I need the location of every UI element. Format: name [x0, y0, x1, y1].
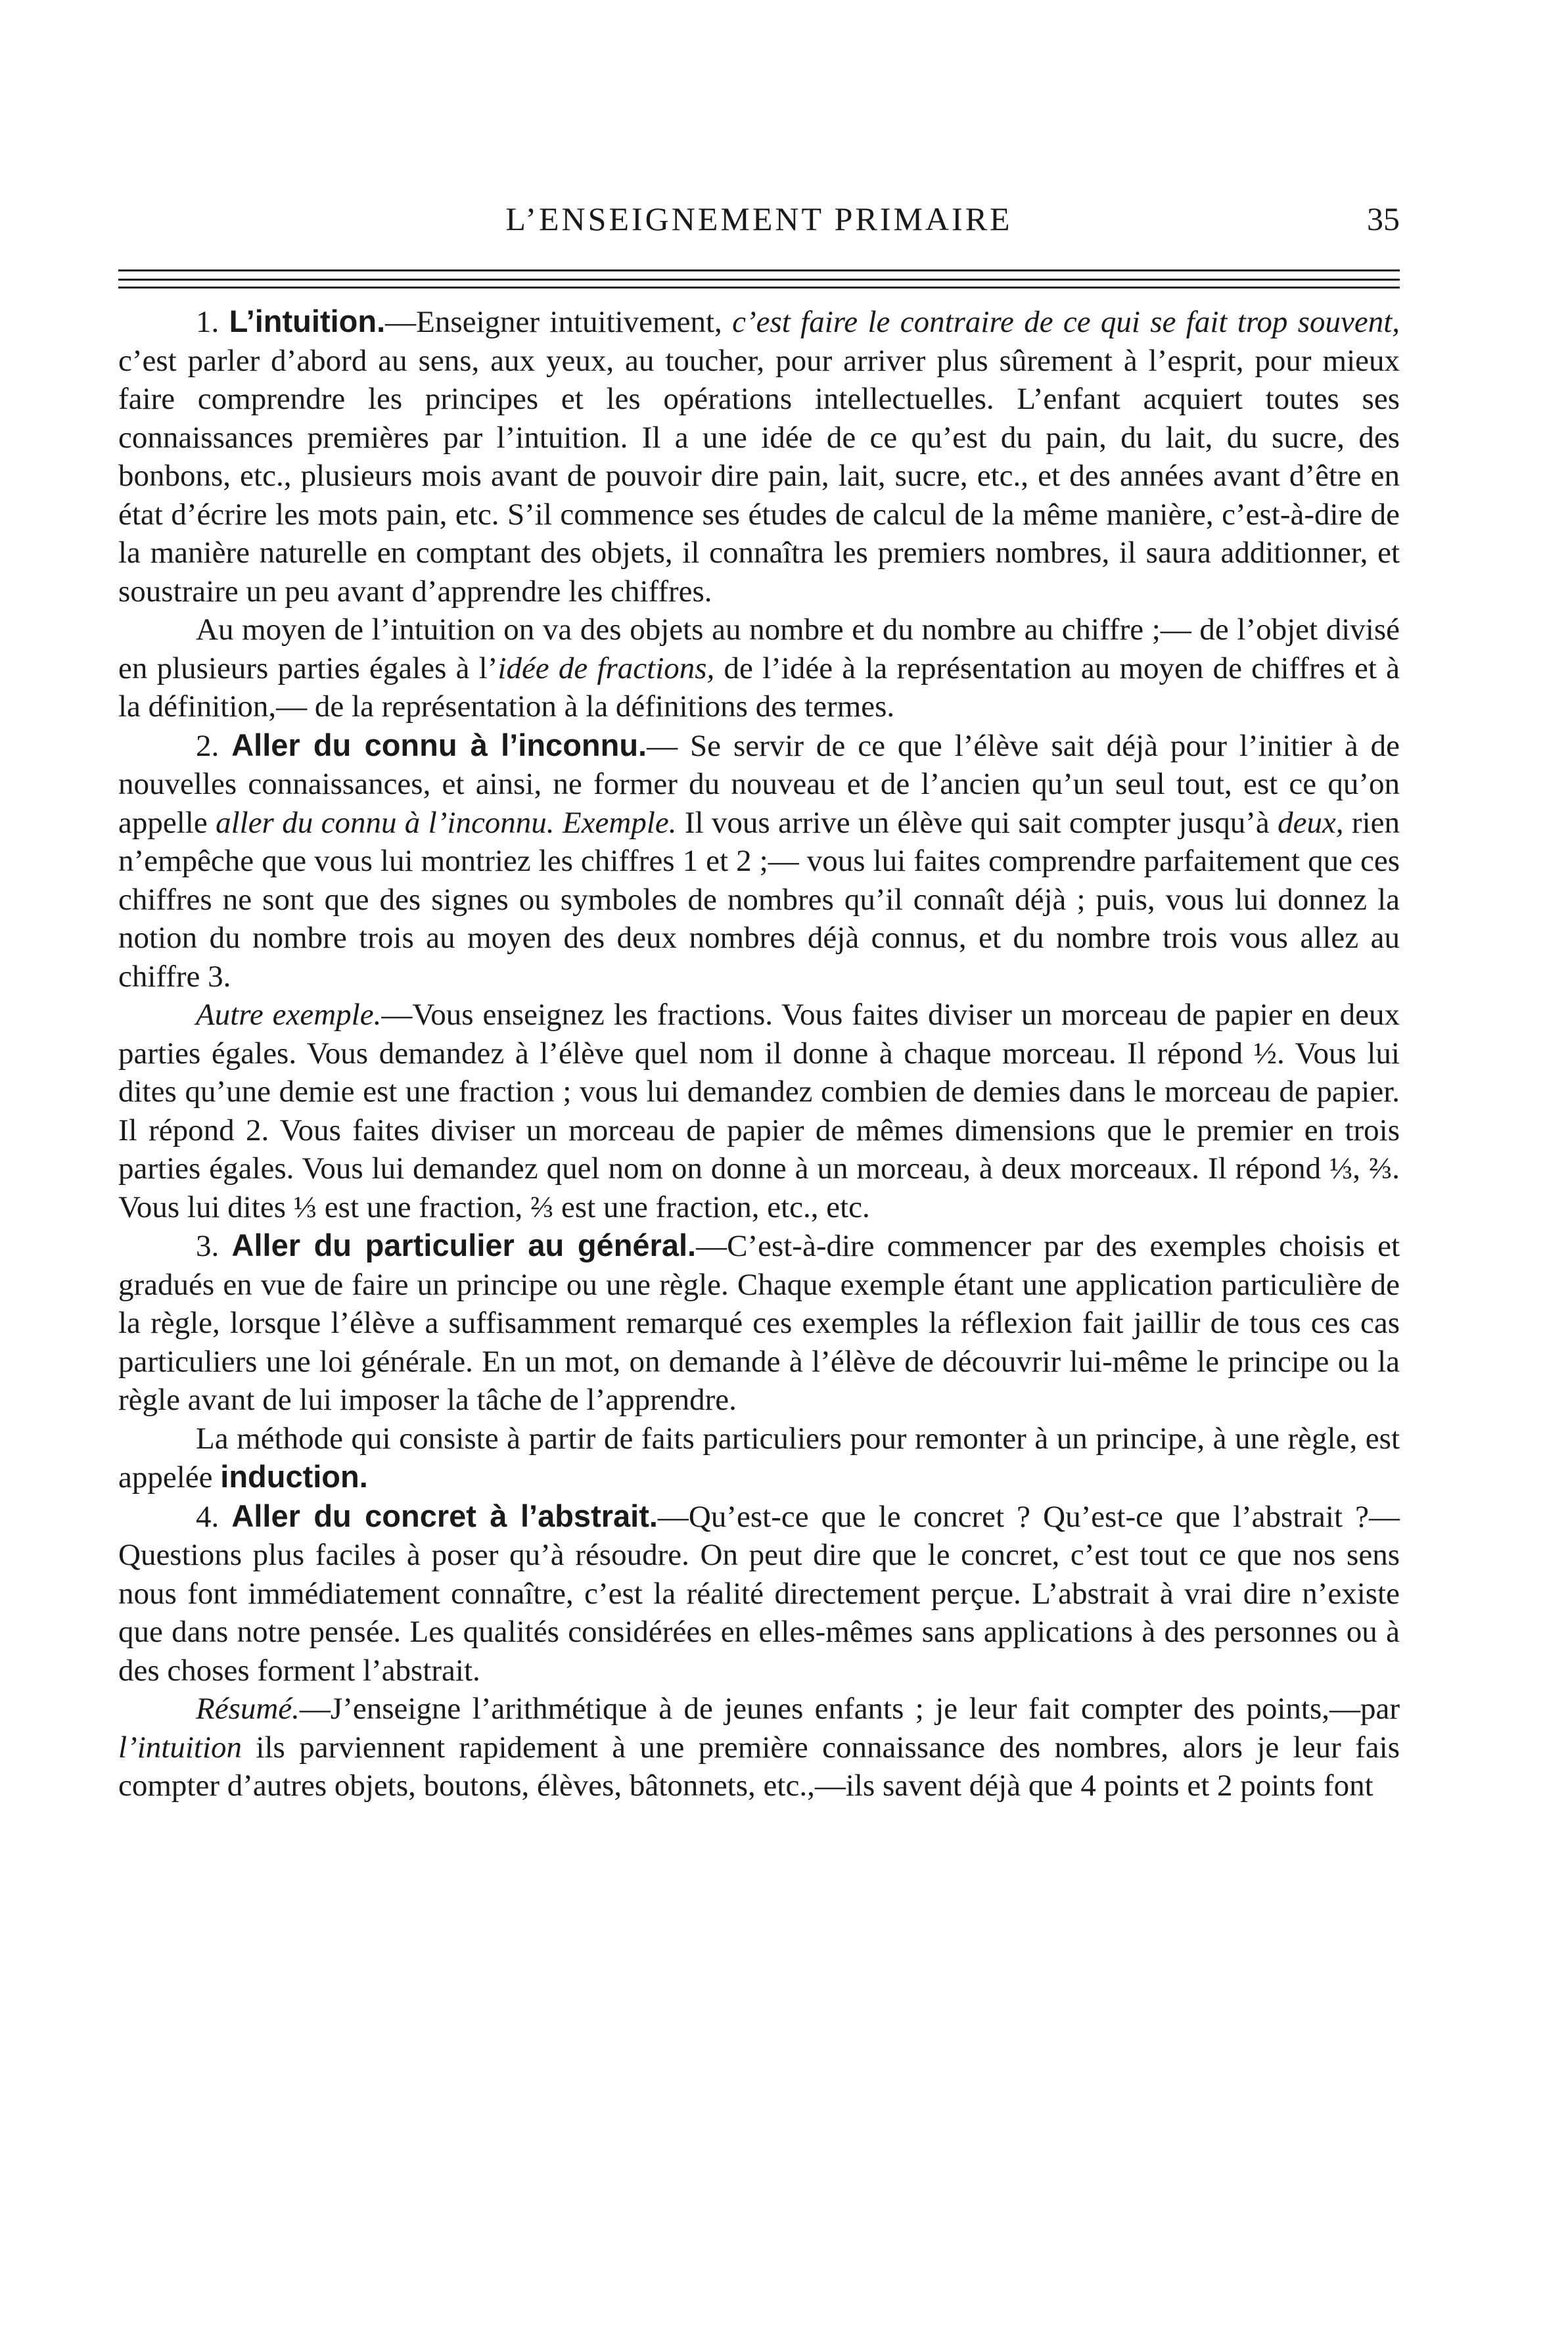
paragraph-connu-inconnu	[118, 726, 1400, 996]
paragraph-concret-abstrait	[118, 1497, 1400, 1690]
paragraph-text: rien n’empêche que vous lui montriez les chiffres 1 et 2 ;— vous lui faites comprendre parfaitement que ces chiffres ne sont que des signes ou symboles de nombres qu’il connaît déjà ; puis, vous lui donnez la notion du nombre trois au moyen des deux nombres déjà connus, et du nombre trois vous allez au chiffre 3.	[118, 805, 1400, 994]
page-number: 35	[1367, 200, 1400, 237]
paragraph-text: —J’enseigne l’arithmétique à de jeunes enfants ; je leur fait compter des points,—par	[299, 1692, 1400, 1726]
paragraph-intuition-continued	[118, 611, 1400, 726]
italic-text: Autre exemple.	[196, 998, 382, 1032]
italic-text: Résumé.	[196, 1692, 300, 1726]
running-head	[118, 196, 1400, 242]
paragraph-text: La méthode qui consiste à partir de faits particuliers pour remonter à un principe, à une règle, est appelée	[118, 1421, 1400, 1494]
paragraph-text: Il vous arrive un élève qui sait compter jusqu’à	[676, 805, 1278, 840]
italic-text: Exemple.	[562, 805, 677, 840]
section-number: 1.	[196, 305, 219, 339]
header-rule-middle	[118, 279, 1400, 281]
bold-term-induction: induction.	[220, 1459, 368, 1494]
paragraph-induction	[118, 1420, 1400, 1497]
paragraph-text: —Vous enseignez les fractions. Vous faites diviser un morceau de papier en deux parties égales. Vous demandez à l’élève quel nom il donne à chaque morceau. Il répond ½. Vous lui dites qu’une demie est une fraction ; vous lui demandez combien de demies dans le morceau de papier. Il répond 2. Vous faites diviser un morceau de papier de mêmes dimensions que le premier en trois parties égales. Vous lui demandez quel nom on donne à un morceau, à deux morceaux. Il répond ⅓, ⅔. Vous lui dites ⅓ est une fraction, ⅔ est une fraction, etc., etc.	[118, 998, 1400, 1224]
running-title: L’ENSEIGNEMENT PRIMAIRE	[505, 200, 1013, 237]
paragraph-autre-exemple	[118, 996, 1400, 1226]
paragraph-text: de l’idée à la représentation au moyen de chiffres et à la définition,— de la représentation à la définitions des termes.	[118, 651, 1400, 724]
paragraph-resume	[118, 1690, 1400, 1805]
section-heading-concret-abstrait: Aller du concret à l’abstrait.	[231, 1498, 658, 1533]
italic-text: l’intuition	[118, 1730, 242, 1765]
paragraph-text: — Se servir de ce que l’élève sait déjà pour l’initier à de nouvelles connaissances, et ainsi, ne former du nouveau et de l’ancien qu’un seul tout, est ce qu’on appelle	[118, 728, 1400, 840]
paragraph-text: —Qu’est-ce que le concret ? Qu’est-ce que l’abstrait ?—Questions plus faciles à poser qu’à résoudre. On peut dire que le concret, c’est tout ce que nos sens nous font immédiatement connaître, c’est la réalité directement perçue. L’abstrait à vrai dire n’existe que dans notre pensée. Les qualités considérées en elles-mêmes sans applications à des personnes ou à des choses forment l’abstrait.	[118, 1499, 1400, 1688]
header-rule-top	[118, 269, 1400, 271]
section-heading-intuition: L’intuition.	[229, 304, 386, 338]
paragraph-text: —Enseigner intuitivement,	[385, 305, 733, 339]
header-rule-bottom	[118, 287, 1400, 289]
section-number: 4.	[196, 1499, 219, 1534]
section-number: 3.	[196, 1229, 219, 1263]
italic-text: idée de fractions,	[497, 651, 715, 685]
section-heading-particulier-general: Aller du particulier au général.	[231, 1228, 697, 1262]
italic-text: deux,	[1278, 805, 1344, 840]
paragraph-text: —C’est-à-dire commencer par des exemples choisis et gradués en vue de faire un principe ou une règle. Chaque exemple étant une application particulière de la règle, lorsque l’élève a suffisamment remarqué ces exemples la réflexion fait jaillir de tous ces cas particuliers une loi générale. En un mot, on demande à l’élève de découvrir lui-même le principe ou la règle avant de lui imposer la tâche de l’apprendre.	[118, 1229, 1400, 1417]
section-heading-connu-inconnu: Aller du connu à l’inconnu.	[231, 727, 647, 762]
body-text	[118, 302, 1400, 1805]
paragraph-text: ils parviennent rapidement à une première connaissance des nombres, alors je leur fais compter d’autres objets, boutons, élèves, bâtonnets, etc.,—ils savent déjà que 4 points et 2 points font	[118, 1730, 1400, 1803]
paragraph-particulier-general	[118, 1226, 1400, 1420]
italic-text: aller du connu à l’inconnu.	[216, 805, 555, 840]
paragraph-intuition	[118, 302, 1400, 611]
paragraph-text: c’est parler d’abord au sens, aux yeux, au toucher, pour arriver plus sûrement à l’esprit, pour mieux faire comprendre les principes et les opérations intellectuelles. L’enfant acquiert toutes ses connaissances premières par l’intuition. Il a une idée de ce qu’est du pain, du lait, du sucre, des bonbons, etc., plusieurs mois avant de pouvoir dire pain, lait, sucre, etc., et des années avant d’être en état d’écrire les mots pain, etc. S’il commence ses études de calcul de la même manière, c’est-à-dire de la manière naturelle en comptant des objets, il connaîtra les premiers nombres, il saura additionner, et soustraire un peu avant d’apprendre les chiffres.	[118, 343, 1400, 609]
paragraph-text: Au moyen de l’intuition on va des objets au nombre et du nombre au chiffre ;— de l’objet divisé en plusieurs parties égales à l’	[118, 613, 1400, 685]
italic-text: c’est faire le contraire de ce qui se fait trop souvent,	[732, 305, 1400, 339]
paragraph-text	[555, 806, 563, 840]
section-number: 2.	[196, 728, 219, 763]
